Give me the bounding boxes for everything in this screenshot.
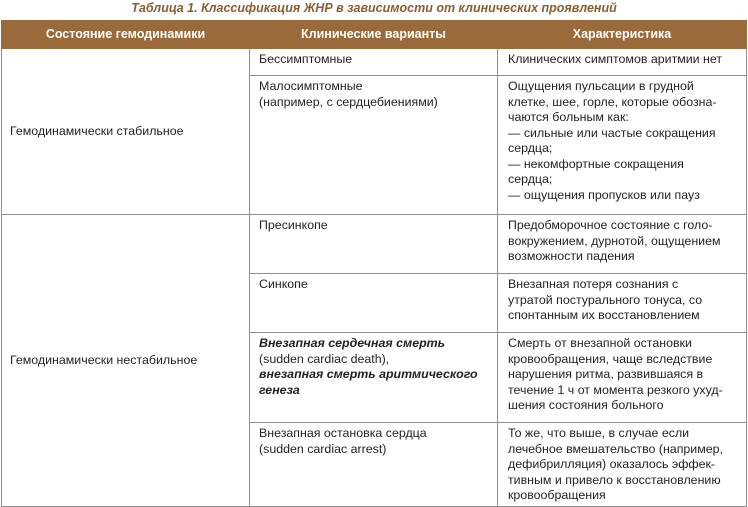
description-line: клетке, шее, горле, которые обозна-	[508, 94, 717, 109]
variant-presyncope	[250, 215, 498, 274]
header-clinical-variants: Клинические варианты	[250, 21, 498, 49]
variant-low-symptomatic	[250, 76, 498, 215]
classification-table	[1, 20, 747, 507]
description-line: Клинических симптомов аритмии нет	[508, 52, 723, 66]
description-line: сердца;	[508, 141, 553, 155]
description-line: шения состояния больного	[508, 398, 664, 412]
description-line: утратой постурального тонуса, со	[508, 292, 703, 307]
description-line: дефибрилляция) оказалось эффек-	[508, 457, 716, 471]
variant-line: (например, с сердцебиениями)	[259, 94, 438, 109]
description-line: То же, что выше, в случае если	[508, 426, 690, 440]
description-line: — ощущения пропусков или пауз	[508, 187, 700, 202]
variant-syncope	[250, 274, 498, 333]
header-hemodynamics: Состояние гемодинамики	[2, 21, 250, 49]
description-line: нарушения ритма, развившаяся в	[508, 367, 704, 381]
description-line: возможности падения	[508, 249, 635, 263]
description-line: Предобморочное состояние с голо-	[508, 218, 713, 232]
table-row	[2, 215, 747, 274]
variant-line-bold: внезапная смерть аритмического	[259, 367, 478, 381]
header-characteristic: Характеристика	[498, 21, 747, 49]
variant-asymptomatic	[250, 49, 498, 76]
description-line: кровообращения, чаще вследствие	[508, 351, 713, 366]
state-stable: Гемодинамически стабильное	[2, 49, 250, 215]
table-row	[2, 49, 747, 76]
description-presyncope	[498, 215, 747, 274]
variant-line-bold: генеза	[259, 382, 300, 397]
description-sudden-cardiac-death	[498, 333, 747, 423]
description-line: лечебное вмешательство (например,	[508, 441, 723, 456]
description-syncope	[498, 274, 747, 333]
variant-sudden-cardiac-death	[250, 333, 498, 423]
variant-line: (sudden cardiac arrest)	[259, 441, 387, 456]
variant-line: Бессимптомные	[259, 52, 353, 66]
description-line: сердца;	[508, 172, 553, 186]
variant-line: Внезапная остановка сердца	[259, 426, 427, 440]
description-line: спонтанным их восстановлением	[508, 308, 700, 322]
description-line: Ощущения пульсации в грудной	[508, 79, 694, 93]
description-line: — сильные или частые сокращения	[508, 125, 716, 140]
description-line: Внезапная потеря сознания с	[508, 277, 679, 291]
variant-line: Малосимптомные	[259, 79, 363, 93]
description-sudden-cardiac-arrest	[498, 423, 747, 507]
description-line: вокружением, дурнотой, ощущением	[508, 233, 721, 248]
variant-sudden-cardiac-arrest	[250, 423, 498, 507]
table-caption: Таблица 1. Классификация ЖНР в зависимости от клинических проявлений	[131, 1, 617, 15]
variant-line: Синкопе	[259, 277, 308, 291]
description-line: кровообращения	[508, 488, 606, 502]
description-line: тивным и привело к восстановлению	[508, 472, 721, 487]
description-line: Смерть от внезапной остановки	[508, 336, 692, 350]
description-asymptomatic	[498, 49, 747, 76]
description-line: течение 1 ч от момента резкого ухуд-	[508, 382, 723, 397]
state-unstable: Гемодинамически нестабильное	[2, 215, 250, 507]
description-line: — некомфортные сокращения	[508, 156, 684, 171]
description-low-symptomatic	[498, 76, 747, 215]
variant-line: (sudden cardiac death),	[259, 351, 390, 366]
table-header-row	[2, 21, 747, 49]
variant-line-bold: Внезапная сердечная смерть	[259, 336, 446, 350]
description-line: чаются больным как:	[508, 110, 629, 124]
variant-line: Пресинкопе	[259, 218, 328, 232]
